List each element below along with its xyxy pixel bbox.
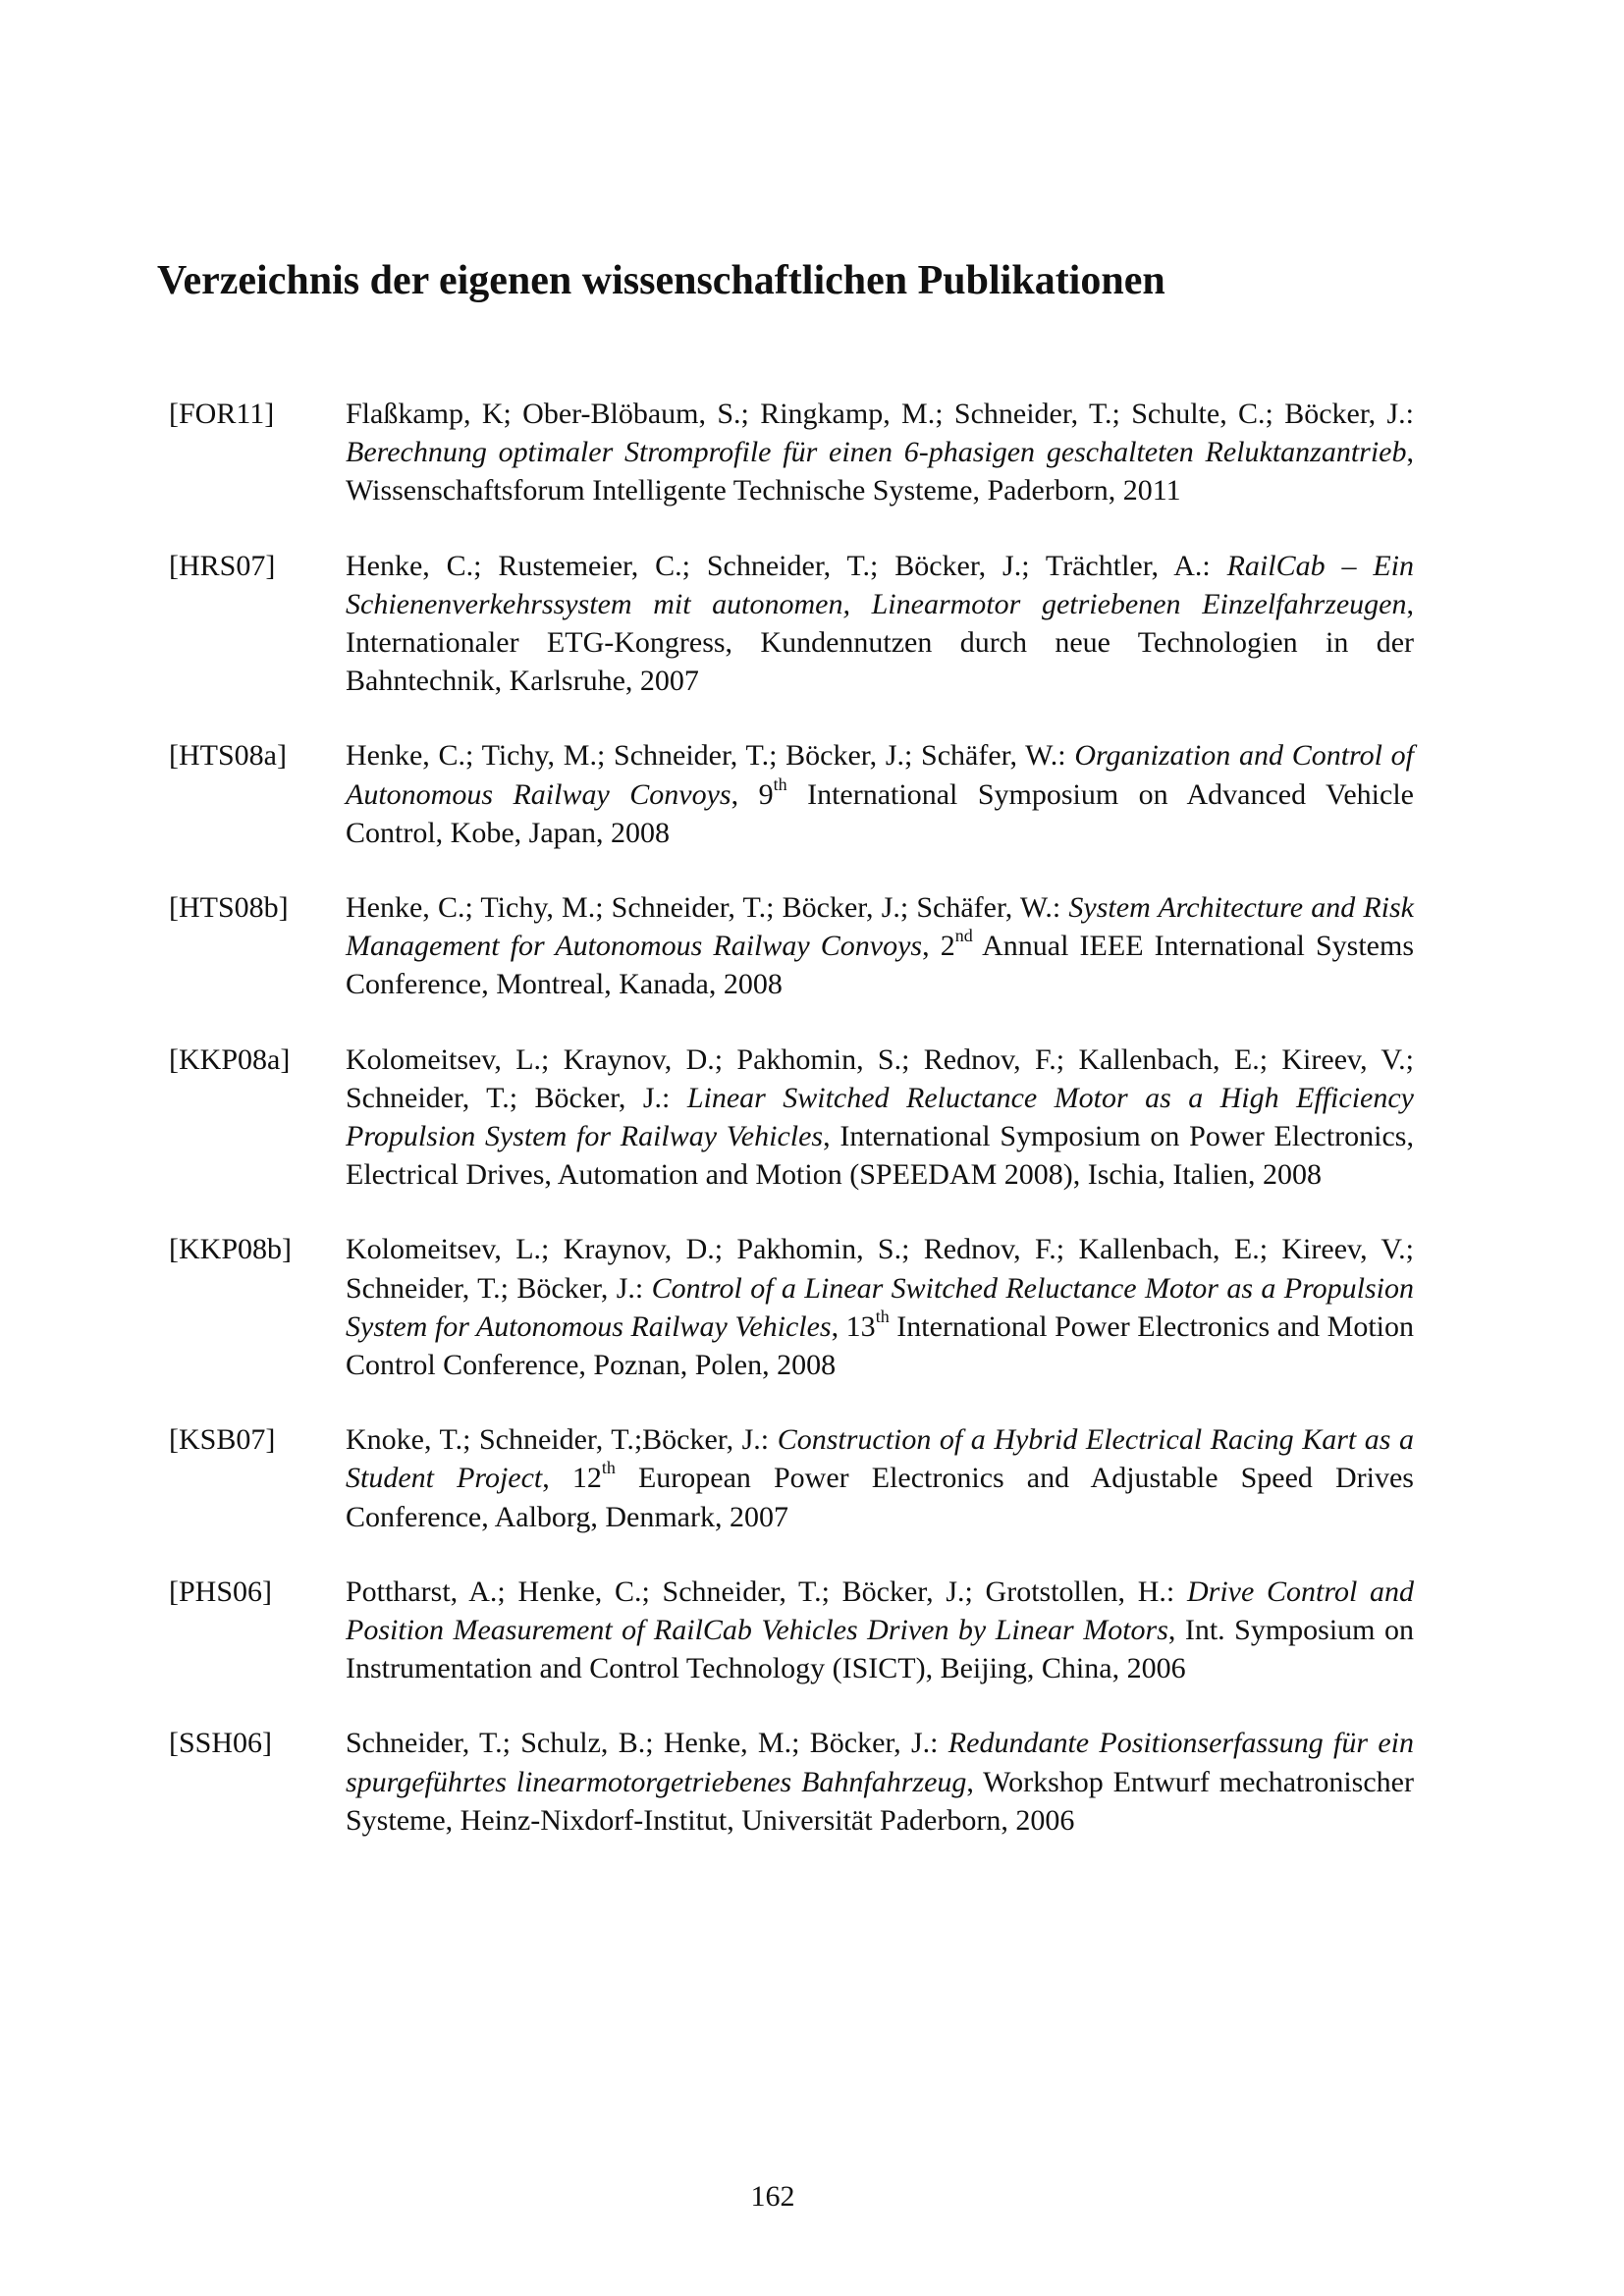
ordinal-suffix: th: [875, 1306, 890, 1326]
citation-text: [346, 1724, 1414, 1840]
page-number: 162: [750, 2180, 795, 2213]
citation-authors: Kolomeitsev, L.; Kraynov, D.; Pakhomin, S.; Rednov, F.; Kallenbach, E.; Kireev, V.; Schneider, T.; Böcker, J.:: [346, 1042, 1414, 1114]
publication-entry: [169, 736, 1414, 852]
citation-authors: Henke, C.; Tichy, M.; Schneider, T.; Böcker, J.; Schäfer, W.:: [346, 891, 1069, 925]
citation-venue: European Power Electronics and Adjustable Speed Drives Conference, Aalborg, Denmark, 2007: [346, 1462, 1414, 1533]
citation-title: Control of a Linear Switched Reluctance Motor as a Propulsion System for Autonomous Railway Vehicles: [346, 1271, 1414, 1343]
citation-venue-prefix: , 12: [542, 1462, 602, 1495]
citation-key: [KKP08b]: [169, 1233, 292, 1266]
citation-text: [346, 547, 1414, 701]
publication-entry: [169, 1573, 1414, 1688]
citation-authors: Flaßkamp, K; Ober-Blöbaum, S.; Ringkamp, M.; Schneider, T.; Schulte, C.; Böcker, J.:: [346, 398, 1414, 430]
citation-text: [346, 736, 1414, 852]
publication-entry: [169, 888, 1414, 1004]
ordinal-suffix: nd: [954, 926, 973, 946]
citation-title: Organization and Control of Autonomous Railway Convoys: [346, 739, 1415, 811]
ordinal-suffix: th: [773, 774, 787, 794]
citation-text: [346, 1230, 1414, 1384]
publication-entry: [169, 395, 1414, 510]
citation-key: [HTS08b]: [169, 891, 289, 925]
citation-title: Drive Control and Position Measurement of RailCab Vehicles Driven by Linear Motors: [346, 1575, 1414, 1647]
citation-venue: , Workshop Entwurf mechatronischer Systeme, Heinz-Nixdorf-Institut, Universität Paderborn, 2006: [346, 1765, 1414, 1837]
citation-title: Redundante Positionserfassung für ein spurgeführtes linearmotorgetriebenes Bahnfahrzeug: [346, 1727, 1415, 1798]
publication-entry: [169, 1724, 1414, 1840]
citation-key: [HRS07]: [169, 549, 276, 582]
citation-text: [346, 888, 1414, 1004]
citation-venue: International Symposium on Advanced Vehicle Control, Kobe, Japan, 2008: [346, 777, 1414, 849]
publication-entry: [169, 547, 1414, 701]
citation-venue-prefix: , 13: [831, 1309, 876, 1343]
citation-title: Construction of a Hybrid Electrical Racing Kart as a Student Project: [346, 1423, 1414, 1495]
citation-text: [346, 1420, 1414, 1536]
citation-venue: , Internationaler ETG-Kongress, Kundennutzen durch neue Technologien in der Bahntechnik, Karlsruhe, 2007: [346, 587, 1414, 698]
citation-key: [KKP08a]: [169, 1042, 291, 1076]
citation-title: Linear Switched Reluctance Motor as a High Efficiency Propulsion System for Railway Vehicles: [346, 1081, 1414, 1153]
publication-entry: [169, 1230, 1414, 1384]
citation-text: [346, 395, 1414, 510]
citation-key: [FOR11]: [169, 398, 275, 430]
citation-authors: Henke, C.; Tichy, M.; Schneider, T.; Böcker, J.; Schäfer, W.:: [346, 739, 1075, 773]
citation-authors: Schneider, T.; Schulz, B.; Henke, M.; Böcker, J.:: [346, 1727, 948, 1760]
citation-title: System Architecture and Risk Management for Autonomous Railway Convoys: [346, 891, 1414, 963]
citation-key: [PHS06]: [169, 1575, 273, 1608]
citation-key: [SSH06]: [169, 1727, 273, 1760]
publication-entry: [169, 1041, 1414, 1195]
citation-venue: , International Symposium on Power Electronics, Electrical Drives, Automation and Motion (SPEEDAM 2008), Ischia, Italien, 2008: [346, 1120, 1414, 1192]
citation-venue-prefix: , 2: [922, 930, 955, 963]
citation-authors: Knoke, T.; Schneider, T.;Böcker, J.:: [346, 1423, 778, 1457]
citation-authors: Henke, C.; Rustemeier, C.; Schneider, T.; Böcker, J.; Trächtler, A.:: [346, 549, 1227, 582]
citation-title: Berechnung optimaler Stromprofile für einen 6-phasigen geschalteten Reluktanzantrieb: [346, 436, 1407, 469]
citation-title: RailCab – Ein Schienenverkehrssystem mit autonomen, Linearmotor getriebenen Einzelfahrzeugen: [346, 549, 1415, 620]
citation-venue: Annual IEEE International Systems Conference, Montreal, Kanada, 2008: [346, 930, 1414, 1001]
citation-text: [346, 1041, 1414, 1195]
citation-text: [346, 1573, 1414, 1688]
citation-venue: , Wissenschaftsforum Intelligente Technische Systeme, Paderborn, 2011: [346, 436, 1414, 507]
page-title: Verzeichnis der eigenen wissenschaftlichen Publikationen: [157, 258, 1165, 303]
publication-entry: [169, 1420, 1414, 1536]
ordinal-suffix: th: [601, 1458, 616, 1478]
citation-venue: , Int. Symposium on Instrumentation and Control Technology (ISICT), Beijing, China, 2006: [346, 1614, 1414, 1685]
citation-authors: Pottharst, A.; Henke, C.; Schneider, T.; Böcker, J.; Grotstollen, H.:: [346, 1575, 1187, 1608]
citation-venue-prefix: , 9: [731, 777, 774, 811]
publication-list: [169, 395, 1414, 1876]
citation-key: [HTS08a]: [169, 739, 287, 773]
citation-venue: International Power Electronics and Motion Control Conference, Poznan, Polen, 2008: [346, 1309, 1415, 1382]
citation-authors: Kolomeitsev, L.; Kraynov, D.; Pakhomin, S.; Rednov, F.; Kallenbach, E.; Kireev, V.; Schneider, T.; Böcker, J.:: [346, 1233, 1414, 1305]
citation-key: [KSB07]: [169, 1423, 276, 1457]
